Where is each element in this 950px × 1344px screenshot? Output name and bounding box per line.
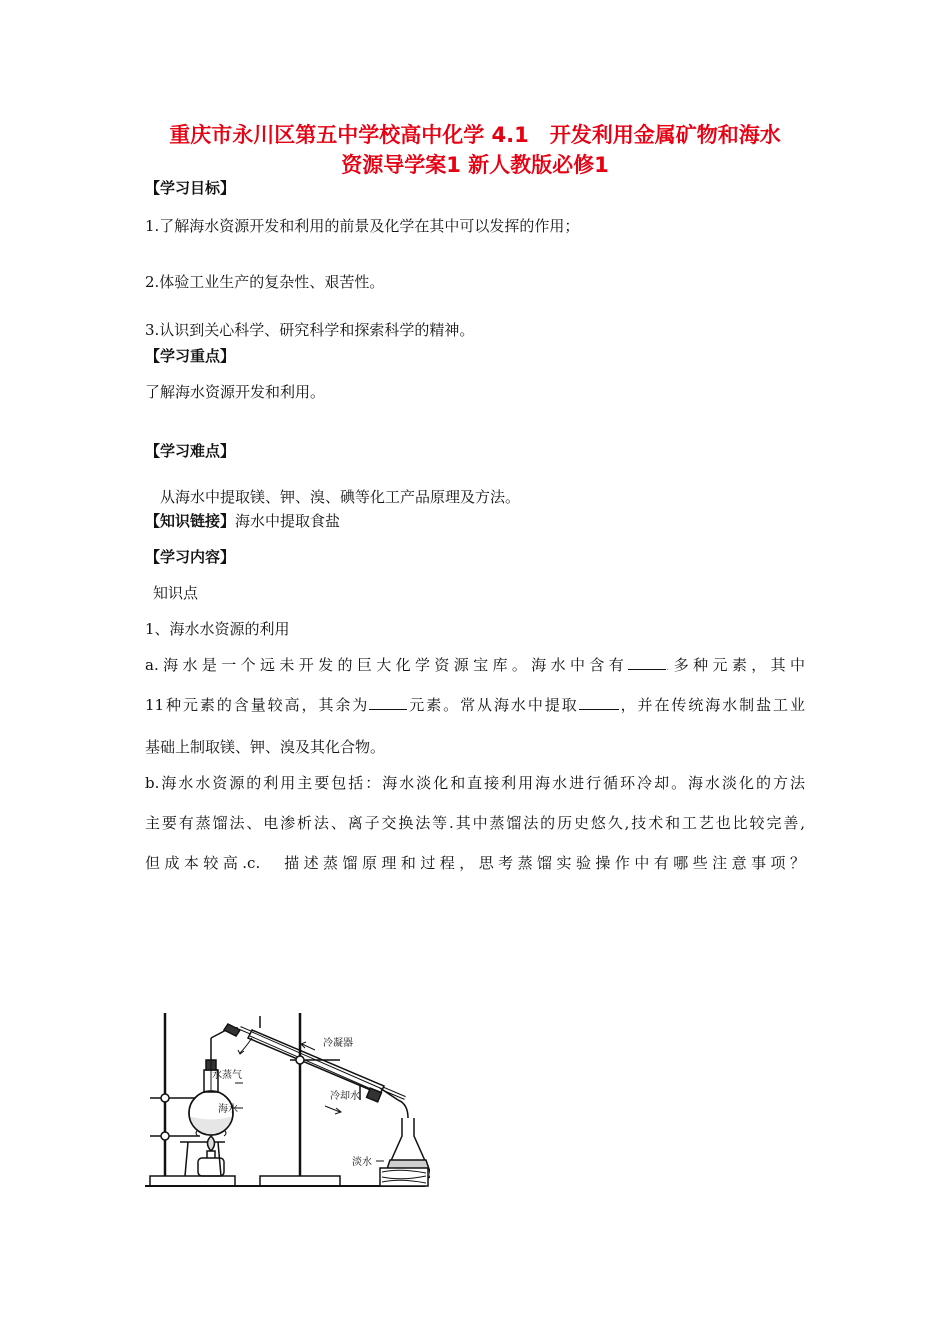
- objectives-heading: 【学习目标】: [145, 179, 236, 197]
- para-b-line1: b.海水水资源的利用主要包括：海水淡化和直接利用海水进行循环冷却。海水淡化的方法: [145, 774, 805, 792]
- content-heading: 【学习内容】: [145, 548, 236, 566]
- para-b-line2: 主要有蒸馏法、电渗析法、离子交换法等.其中蒸馏法的历史悠久,技术和工艺也比较完善,: [145, 814, 805, 832]
- difficulties-text: 从海水中提取镁、钾、溴、碘等化工产品原理及方法。: [160, 488, 521, 506]
- document-title-line1: 重庆市永川区第五中学校高中化学 4.1 开发利用金属矿物和海水: [169, 123, 781, 147]
- objective-item-2: 2.体验工业生产的复杂性、艰苦性。: [145, 273, 385, 291]
- key-points-heading: 【学习重点】: [145, 347, 236, 365]
- objective-item-3: 3.认识到关心科学、研究科学和探索科学的精神。: [145, 321, 475, 339]
- blank-trace-elements[interactable]: [369, 695, 407, 710]
- distillation-apparatus-figure: [140, 1008, 430, 1193]
- knowledge-point-label: 知识点: [153, 584, 199, 602]
- document-title-line2: 资源导学案1 新人教版必修1: [341, 153, 609, 177]
- objective-item-1: 1.了解海水资源开发和利用的前景及化学在其中可以发挥的作用；: [145, 217, 580, 235]
- knowledge-link: [145, 510, 340, 531]
- para-a-line1: a.海水是一个远未开发的巨大化学资源宝库。海水中含有 .多种元素，其中: [145, 656, 805, 674]
- difficulties-heading: 【学习难点】: [145, 442, 236, 460]
- para-b-line3: 但成本较高.c. 描述蒸馏原理和过程，思考蒸馏实验操作中有哪些注意事项？: [145, 854, 805, 872]
- knowledge-link-heading: 【知识链接】: [145, 512, 236, 530]
- blank-element-count[interactable]: [628, 655, 666, 670]
- para-a-line3: 基础上制取镁、钾、溴及其化合物。: [145, 738, 386, 756]
- label-seawater: 海水: [218, 1104, 238, 1115]
- label-condenser: 冷凝器: [323, 1038, 353, 1049]
- key-points-text: 了解海水资源开发和利用。: [145, 383, 326, 401]
- label-fresh-water: 淡水: [352, 1157, 372, 1168]
- label-cooling-water: 冷却水: [330, 1091, 360, 1102]
- knowledge-link-text: 海水中提取食盐: [235, 512, 341, 530]
- para-a-line2: 11种元素的含量较高，其余为 元素。常从海水中提取 ，并在传统海水制盐工业: [145, 696, 805, 714]
- blank-extracted-substance[interactable]: [579, 695, 619, 710]
- section-1-heading: 1、海水水资源的利用: [145, 620, 290, 638]
- label-vapor: 水蒸气: [212, 1070, 242, 1081]
